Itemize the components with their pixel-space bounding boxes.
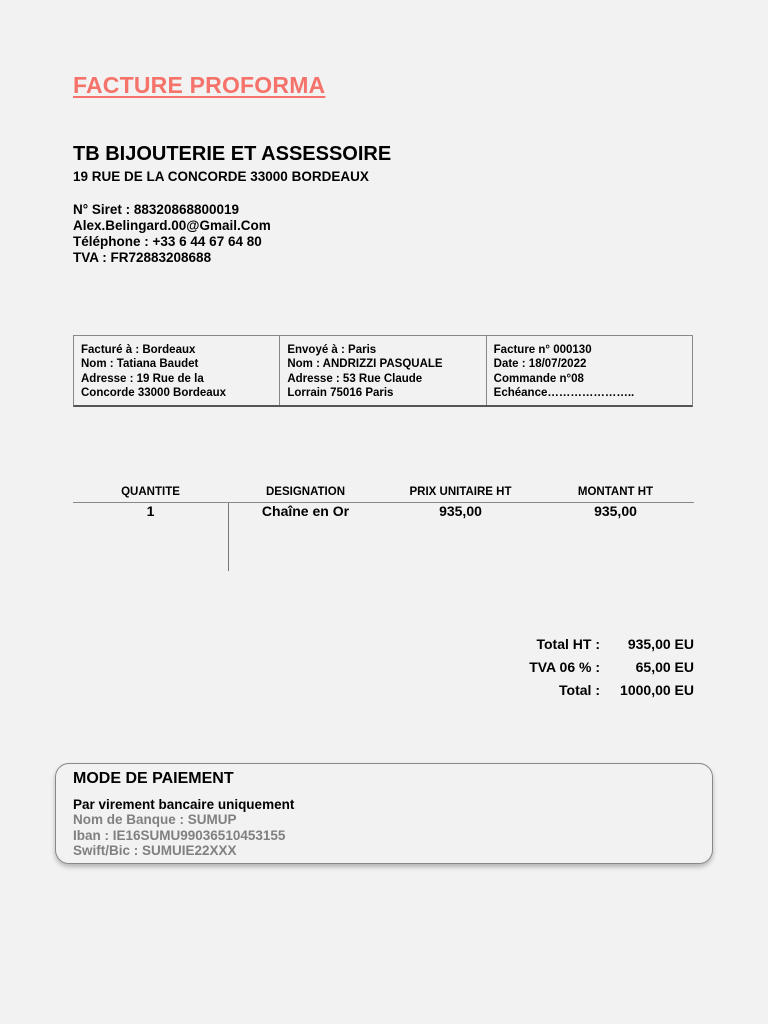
row-designation: Chaîne en Or [261,503,350,519]
invoice-due: Echéance………………….. [493,386,635,399]
payment-title: MODE DE PAIEMENT [73,770,234,787]
company-name: TB BIJOUTERIE ET ASSESSOIRE [73,143,392,165]
header-unit-price: PRIX UNITAIRE HT [409,486,512,498]
payment-swift: Swift/Bic : SUMUIE22XXX [73,843,237,859]
invoice-details [487,336,692,405]
total-value: 1000,00 EU [620,682,694,698]
shipping-postcode: Lorrain 75016 Paris [287,386,394,399]
invoice-number: Facture n° 000130 [493,344,592,356]
totals-block [480,636,694,705]
company-phone: Téléphone : +33 6 44 67 64 80 [73,234,262,249]
billing-name: Nom : Tatiana Baudet [81,358,199,371]
row-amount: 935,00 [594,503,637,519]
row-unit-price: 935,00 [439,503,482,519]
row-quantity: 1 [146,503,155,519]
company-siret: N° Siret : 88320868800019 [73,202,240,217]
header-quantity: QUANTITE [121,486,180,498]
tva-row [480,659,694,682]
payment-bank: Nom de Banque : SUMUP [73,812,237,827]
total-ht-label: Total HT : [536,636,600,652]
total-row [480,682,694,705]
company-tva: TVA : FR72883208688 [73,250,212,265]
company-email: Alex.Belingard.00@Gmail.Com [73,218,271,233]
column-divider [228,503,229,571]
payment-method: Par virement bancaire uniquement [73,797,295,812]
shipping-name: Nom : ANDRIZZI PASQUALE [287,358,443,371]
billing-address [74,336,280,405]
shipping-address [280,336,486,405]
company-address: 19 RUE DE LA CONCORDE 33000 BORDEAUX [73,169,369,184]
billing-postcode: Concorde 33000 Bordeaux [81,386,227,399]
tva-label: TVA 06 % : [529,659,600,675]
company-info [73,202,271,266]
payment-iban: Iban : IE16SUMU99036510453155 [73,827,286,843]
billing-city: Facturé à : Bordeaux [81,344,196,356]
document-title: FACTURE PROFORMA [73,72,326,98]
billing-street: Adresse : 19 Rue de la [81,372,204,385]
address-box [73,335,693,407]
total-ht-value: 935,00 EU [627,636,694,652]
shipping-city: Envoyé à : Paris [287,344,377,356]
tva-value: 65,00 EU [635,659,694,675]
total-label: Total : [559,682,600,698]
total-ht-row [480,636,694,659]
header-amount: MONTANT HT [577,486,654,498]
payment-details [73,812,285,859]
invoice-date: Date : 18/07/2022 [493,358,587,371]
items-table-header [73,486,694,503]
shipping-street: Adresse : 53 Rue Claude [287,372,423,385]
header-designation: DESIGNATION [265,486,345,498]
invoice-order: Commande n°08 [493,372,584,385]
table-row [73,503,694,523]
